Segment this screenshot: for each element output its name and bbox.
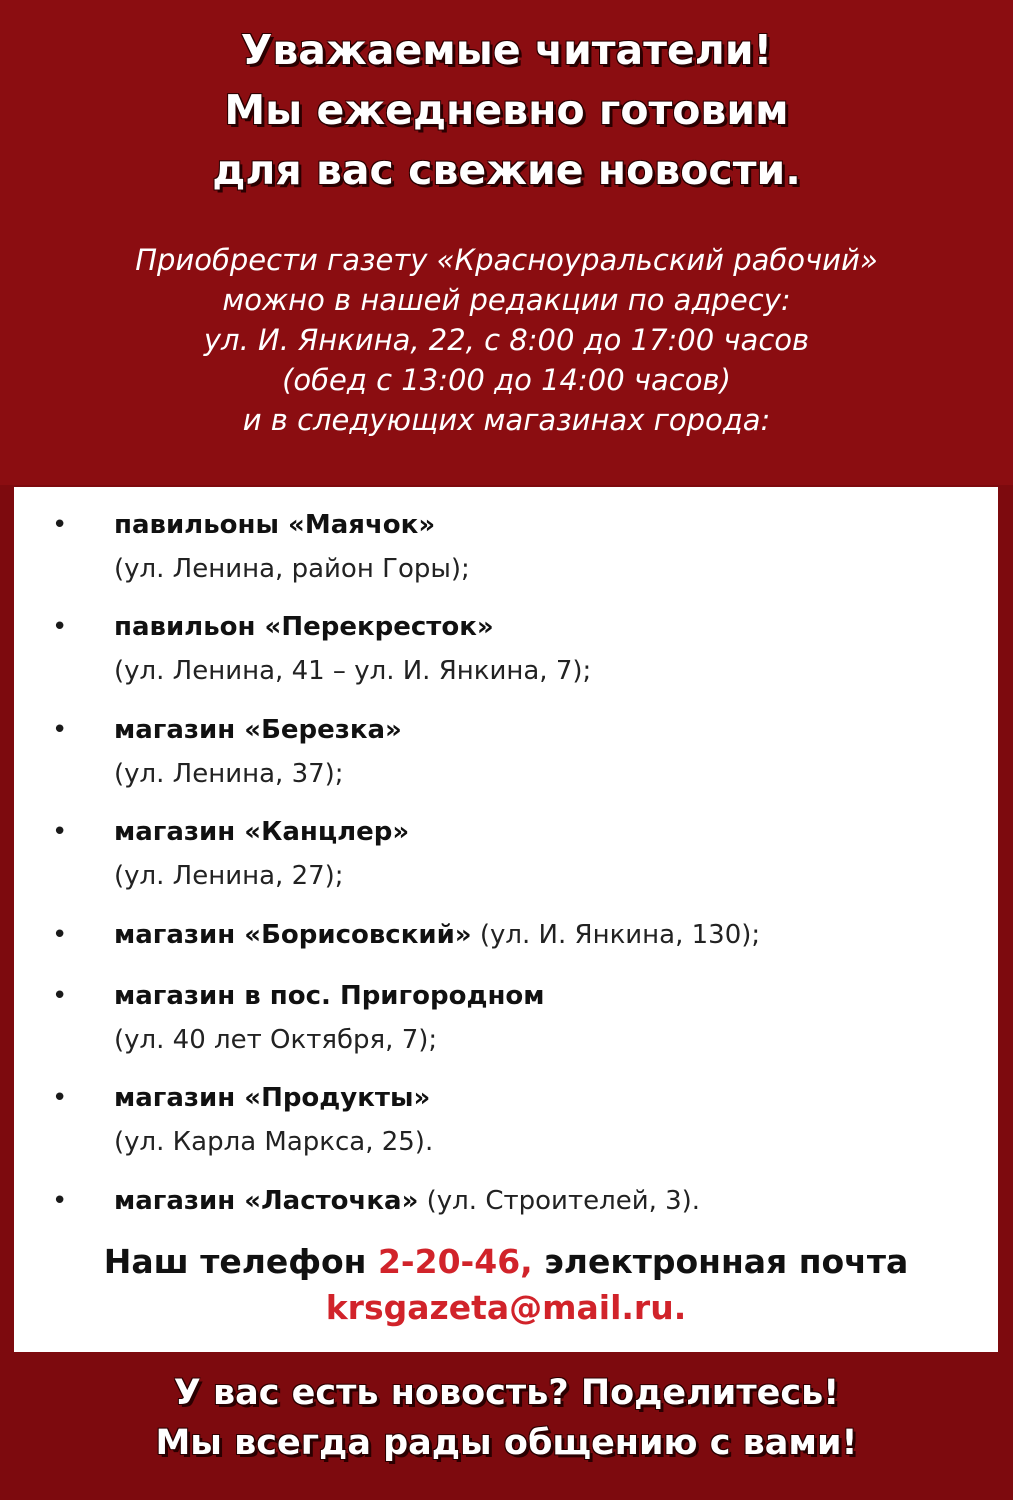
- store-name: магазин «Продукты»: [114, 1083, 431, 1113]
- store-address: (ул. Ленина, район Горы);: [114, 554, 470, 584]
- store-address: (ул. 40 лет Октября, 7);: [114, 1025, 438, 1055]
- intro-text: [0, 240, 1013, 440]
- store-list-panel: [14, 487, 998, 1352]
- bullet-icon: •: [52, 715, 68, 745]
- footer-message: [0, 1368, 1013, 1468]
- intro-line: можно в нашей редакции по адресу:: [222, 283, 791, 317]
- intro-line: (обед с 13:00 до 14:00 часов): [282, 363, 731, 397]
- store-address: (ул. И. Янкина, 130);: [479, 920, 761, 950]
- bullet-icon: •: [52, 1186, 68, 1216]
- phone-label: Наш телефон: [103, 1242, 367, 1281]
- store-address: (ул. Ленина, 37);: [114, 759, 344, 789]
- store-name: магазин «Канцлер»: [114, 817, 410, 847]
- email-link[interactable]: krsgazeta@mail.ru.: [325, 1288, 687, 1327]
- email-label: электронная почта: [544, 1242, 909, 1281]
- bullet-icon: •: [52, 920, 68, 950]
- store-address: (ул. Ленина, 27);: [114, 861, 344, 891]
- store-name: павильон «Перекресток»: [114, 612, 494, 642]
- bullet-icon: •: [52, 510, 68, 540]
- bullet-icon: •: [52, 612, 68, 642]
- bullet-icon: •: [52, 817, 68, 847]
- intro-line: Приобрести газету «Красноуральский рабочий»: [135, 243, 878, 277]
- contact-info: [14, 1239, 998, 1331]
- bullet-icon: •: [52, 1083, 68, 1113]
- intro-line: ул. И. Янкина, 22, с 8:00 до 17:00 часов: [203, 323, 810, 357]
- headline-line: для вас свежие новости.: [212, 146, 801, 194]
- phone-number[interactable]: 2-20-46,: [377, 1242, 533, 1281]
- headline-line: Уважаемые читатели!: [240, 26, 773, 74]
- store-address: (ул. Карла Маркса, 25).: [114, 1127, 434, 1157]
- intro-line: и в следующих магазинах города:: [242, 403, 771, 437]
- footer-line: Мы всегда рады общению с вами!: [155, 1423, 858, 1463]
- bullet-icon: •: [52, 981, 68, 1011]
- store-name: магазин «Березка»: [114, 715, 402, 745]
- store-address: (ул. Ленина, 41 – ул. И. Янкина, 7);: [114, 656, 592, 686]
- store-name: магазин «Ласточка»: [114, 1186, 419, 1216]
- store-name: павильоны «Маячок»: [114, 510, 436, 540]
- store-name: магазин «Борисовский»: [114, 920, 472, 950]
- footer-line: У вас есть новость? Поделитесь!: [173, 1373, 840, 1413]
- headline-line: Мы ежедневно готовим: [224, 86, 789, 134]
- store-address: (ул. Строителей, 3).: [426, 1186, 701, 1216]
- headline: [0, 20, 1013, 200]
- store-name: магазин в пос. Пригородном: [114, 981, 545, 1011]
